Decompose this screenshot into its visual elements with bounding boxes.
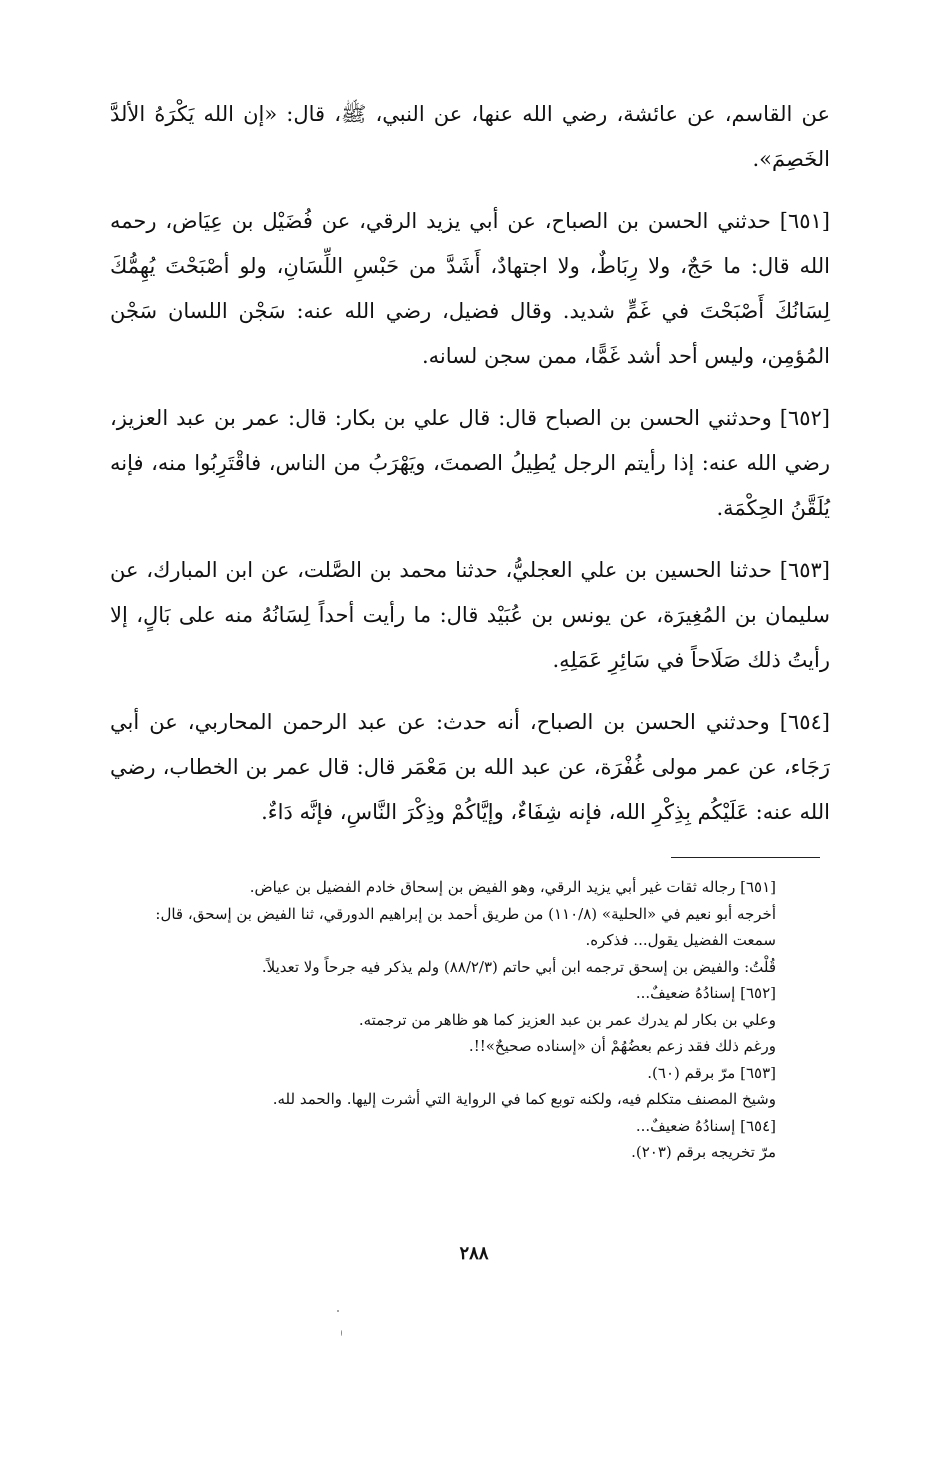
paragraph-653: [٦٥٣] حدثنا الحسين بن علي العجليُّ، حدثنا محمد بن الصَّلت، عن ابن المبارك، عن سليمان بن المُغِيرَة، عن يونس بن عُبَيْد قال: ما رأيت أحداً لِسَانُهُ منه على بَالٍ، إلا رأيتُ ذلك صَلَاحاً في سَائِرِ عَمَلِهِ. [110,558,830,672]
scan-speck [337,1310,339,1312]
footnote-line: [٦٥٤] إسنادُهُ ضعيفٌ... [635,1116,776,1135]
footnote-line: أخرجه أبو نعيم في «الحلية» (١١٠/٨) من طريق أحمد بن إبراهيم الدورقي، ثنا الفيض بن إسحق، قال: سمعت الفضيل يقول... فذكره. [155,904,776,949]
footnote-line: وعلي بن بكار لم يدرك عمر بن عبد العزيز كما هو ظاهر من ترجمته. [358,1010,776,1029]
footnote-line: ورغم ذلك فقد زعم بعضُهُمْ أن «إسناده صحيحٌ»!!. [468,1037,776,1055]
footnotes [150,874,822,1166]
scan-speck [341,1330,342,1336]
paragraph-651: [٦٥١] حدثني الحسن بن الصباح، عن أبي يزيد الرقي، عن فُضَيْل بن عِيَاض، رحمه الله قال: ما حَجٌ، ولا رِبَاطٌ، ولا اجتهادٌ، أَشَدَّ من حَبْسِ اللِّسَانِ، ولو أصْبَحْتَ يُهِمُّكَ لِسَانُكَ أَصْبَحْتَ في غَمٍّ شديد. وقال فضيل، رضي الله عنه: سَجْن اللسان سَجْن المُؤمِن، وليس أحد أشد غَمًّا، ممن سجن لسانه. [110,209,830,368]
footnote-line: قُلْتُ: والفيض بن إسحق ترجمه ابن أبي حاتم (٨٨/٢/٣) ولم يذكر فيه جرحاً ولا تعديلاً. [261,957,776,976]
main-text [110,92,830,852]
footnote-line: [٦٥٢] إسنادُهُ ضعيفٌ... [635,984,776,1002]
footnote-line: وشيخ المصنف متكلم فيه، ولكنه توبع كما في الرواية التي أشرت إليها. والحمد لله. [272,1090,776,1108]
paragraph-intro: عن القاسم، عن عائشة، رضي الله عنها، عن النبي، ﷺ، قال: «إن الله يَكْرَهُ الألدَّ الخَصِمَ». [110,102,830,171]
page-number: ٢٨٨ [459,1243,489,1264]
paragraph-652: [٦٥٢] وحدثني الحسن بن الصباح قال: قال علي بن بكار: قال: عمر بن عبد العزيز، رضي الله عنه: إذا رأيتم الرجل يُطِيلُ الصمتَ، ويَهْرَبُ من الناس، فاقْتَرِبُوا منه، فإنه يُلَقَّنُ الحِكْمَة. [110,406,830,520]
footnote-separator [671,857,820,858]
footnote-line: [٦٥١] رجاله ثقات غير أبي يزيد الرقي، وهو الفيض بن إسحاق خادم الفضيل بن عياض. [249,878,776,896]
paragraph-654: [٦٥٤] وحدثني الحسن بن الصباح، أنه حدث: عن عبد الرحمن المحاربي، عن أبي رَجَاء، عن عمر مولى غُفْرَة، عن عبد الله بن مَعْمَر قال: قال عمر بن الخطاب، رضي الله عنه: عَلَيْكُم بِذِكْرِ الله، فإنه شِفَاءٌ، وإيَّاكُمْ وذِكْرَ النَّاسِ، فإنَّه دَاءٌ. [110,710,830,824]
footnote-line: مرّ تخريجه برقم (٢٠٣). [631,1143,776,1161]
footnote-line: [٦٥٣] مرّ برقم (٦٠). [647,1063,776,1082]
